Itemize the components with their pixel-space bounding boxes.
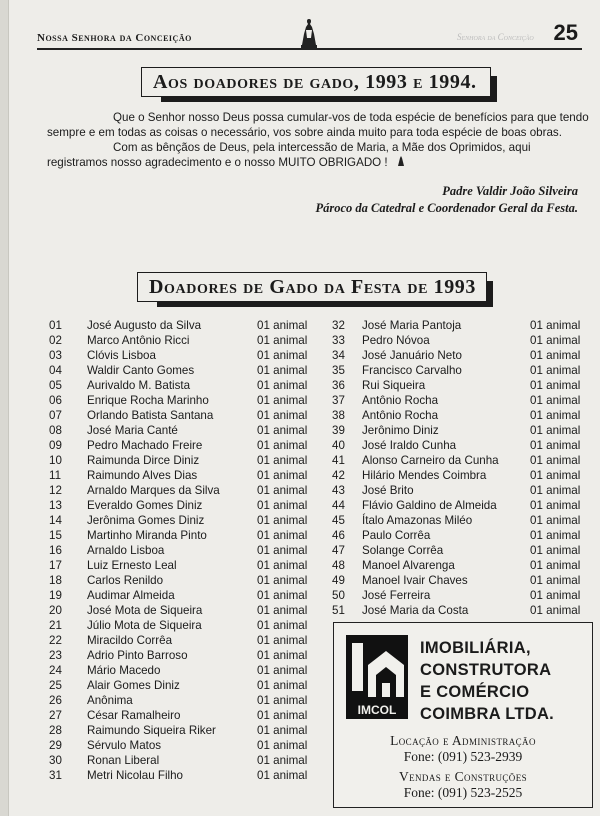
donor-row — [332, 528, 600, 543]
donor-row — [49, 408, 319, 423]
ghost-running-title: Senhora da Conceição — [457, 32, 534, 42]
donor-row — [49, 633, 319, 648]
donor-name: Antônio Rocha — [362, 394, 439, 407]
donor-number: 45 — [332, 514, 345, 527]
svg-text:IMCOL: IMCOL — [357, 703, 397, 717]
donor-quantity: 01 animal — [257, 484, 308, 497]
donor-name: Alair Gomes Diniz — [87, 679, 180, 692]
donor-quantity: 01 animal — [257, 634, 308, 647]
donor-number: 19 — [49, 589, 62, 602]
donor-number: 25 — [49, 679, 62, 692]
donor-row — [49, 363, 319, 378]
donor-row — [332, 498, 600, 513]
donor-quantity: 01 animal — [257, 349, 308, 362]
donor-number: 36 — [332, 379, 345, 392]
donor-row — [332, 588, 600, 603]
donor-name: Arnaldo Lisboa — [87, 544, 165, 557]
donor-row — [49, 648, 319, 663]
donor-quantity: 01 animal — [257, 649, 308, 662]
donor-name: José Maria Canté — [87, 424, 178, 437]
donor-quantity: 01 animal — [257, 499, 308, 512]
donor-name: Enrique Rocha Marinho — [87, 394, 209, 407]
donor-row — [49, 318, 319, 333]
donor-name: José Augusto da Silva — [87, 319, 202, 332]
donor-quantity: 01 animal — [257, 439, 308, 452]
donor-name: Jerônima Gomes Diniz — [87, 514, 205, 527]
donor-name: Manoel Alvarenga — [362, 559, 455, 572]
donor-quantity: 01 animal — [530, 424, 581, 437]
donor-name: José Brito — [362, 484, 414, 497]
donor-number: 31 — [49, 769, 62, 782]
donor-number: 30 — [49, 754, 62, 767]
donor-quantity: 01 animal — [530, 364, 581, 377]
donor-number: 51 — [332, 604, 345, 617]
donor-name: José Ferreira — [362, 589, 431, 602]
donor-row — [49, 588, 319, 603]
donor-number: 35 — [332, 364, 345, 377]
donor-number: 24 — [49, 664, 62, 677]
donor-name: José Maria da Costa — [362, 604, 469, 617]
donor-list-left — [49, 318, 319, 783]
donor-name: Waldir Canto Gomes — [87, 364, 195, 377]
donor-quantity: 01 animal — [257, 319, 308, 332]
donor-name: Raimundo Alves Dias — [87, 469, 198, 482]
donor-number: 16 — [49, 544, 62, 557]
donor-quantity: 01 animal — [257, 544, 308, 557]
donor-quantity: 01 animal — [530, 319, 581, 332]
donor-number: 11 — [49, 469, 62, 482]
donor-name: Mário Macedo — [87, 664, 161, 677]
donor-number: 28 — [49, 724, 62, 737]
donor-name: Carlos Renildo — [87, 574, 164, 587]
donor-row — [332, 468, 600, 483]
donor-name: Arnaldo Marques da Silva — [87, 484, 220, 497]
page-header — [37, 16, 582, 50]
donor-row — [332, 543, 600, 558]
donor-quantity: 01 animal — [257, 724, 308, 737]
donor-name: Aurivaldo M. Batista — [87, 379, 191, 392]
donor-number: 42 — [332, 469, 345, 482]
message-paragraph: Com as bênçãos de Deus, pela intercessão de Maria, a Mãe dos Oprimidos, aqui registramos nosso agradecimento e o nosso MUITO OBRIGADO ! — [47, 141, 531, 169]
donor-name: Antônio Rocha — [362, 409, 439, 422]
donor-quantity: 01 animal — [530, 529, 581, 542]
donor-number: 40 — [332, 439, 345, 452]
donor-number: 37 — [332, 394, 345, 407]
donor-quantity: 01 animal — [257, 574, 308, 587]
donor-row — [332, 603, 600, 618]
section-title-donors-thanks: Aos doadores de gado, 1993 e 1994. — [141, 67, 491, 97]
donor-quantity: 01 animal — [530, 454, 581, 467]
donor-row — [332, 393, 600, 408]
donor-row — [49, 753, 319, 768]
donor-row — [332, 438, 600, 453]
donor-number: 03 — [49, 349, 62, 362]
donor-quantity: 01 animal — [257, 754, 308, 767]
donor-list-right — [332, 318, 600, 618]
donor-number: 50 — [332, 589, 345, 602]
donor-number: 46 — [332, 529, 345, 542]
donor-row — [49, 738, 319, 753]
imcol-advertisement — [333, 622, 593, 808]
donor-number: 13 — [49, 499, 62, 512]
donor-quantity: 01 animal — [530, 469, 581, 482]
donor-row — [332, 513, 600, 528]
donor-number: 32 — [332, 319, 345, 332]
donor-name: Adrio Pinto Barroso — [87, 649, 188, 662]
donor-row — [49, 723, 319, 738]
donor-quantity: 01 animal — [530, 589, 581, 602]
donor-number: 49 — [332, 574, 345, 587]
donor-row — [332, 318, 600, 333]
donor-quantity: 01 animal — [257, 769, 308, 782]
donor-quantity: 01 animal — [257, 529, 308, 542]
donor-row — [332, 378, 600, 393]
donor-name: César Ramalheiro — [87, 709, 181, 722]
donor-row — [49, 528, 319, 543]
donor-row — [49, 678, 319, 693]
donor-quantity: 01 animal — [530, 544, 581, 557]
donor-name: Ítalo Amazonas Miléo — [362, 514, 473, 527]
donor-number: 34 — [332, 349, 345, 362]
signature-name: Padre Valdir João Silveira — [442, 184, 578, 198]
thanks-message — [47, 110, 591, 170]
donor-number: 08 — [49, 424, 62, 437]
donor-row — [49, 468, 319, 483]
donor-row — [49, 453, 319, 468]
donor-number: 26 — [49, 694, 62, 707]
donor-name: Raimundo Siqueira Riker — [87, 724, 216, 737]
donor-row — [49, 768, 319, 783]
donor-number: 27 — [49, 709, 62, 722]
donor-number: 47 — [332, 544, 345, 557]
donor-row — [49, 333, 319, 348]
donor-quantity: 01 animal — [530, 574, 581, 587]
donor-row — [49, 393, 319, 408]
donor-row — [49, 498, 319, 513]
donor-row — [332, 408, 600, 423]
donor-name: Marco Antônio Ricci — [87, 334, 190, 347]
donor-name: Pedro Machado Freire — [87, 439, 203, 452]
donor-name: Manoel Ivair Chaves — [362, 574, 468, 587]
donor-row — [49, 663, 319, 678]
donor-quantity: 01 animal — [257, 664, 308, 677]
donor-number: 48 — [332, 559, 345, 572]
donor-number: 22 — [49, 634, 62, 647]
donor-name: José Mota de Siqueira — [87, 604, 203, 617]
donor-number: 15 — [49, 529, 62, 542]
donor-quantity: 01 animal — [257, 679, 308, 692]
donor-number: 44 — [332, 499, 345, 512]
donor-number: 29 — [49, 739, 62, 752]
donor-quantity: 01 animal — [257, 604, 308, 617]
donor-name: Orlando Batista Santana — [87, 409, 214, 422]
donor-quantity: 01 animal — [530, 394, 581, 407]
donor-row — [332, 573, 600, 588]
donor-row — [49, 513, 319, 528]
signature-block — [316, 183, 579, 217]
donor-row — [49, 423, 319, 438]
donor-row — [49, 438, 319, 453]
donor-quantity: 01 animal — [530, 439, 581, 452]
donor-row — [49, 483, 319, 498]
donor-number: 01 — [49, 319, 62, 332]
donor-row — [49, 708, 319, 723]
donor-number: 12 — [49, 484, 62, 497]
donor-number: 21 — [49, 619, 62, 632]
donor-quantity: 01 animal — [257, 469, 308, 482]
saint-small-icon — [397, 156, 405, 167]
donor-number: 38 — [332, 409, 345, 422]
donor-number: 41 — [332, 454, 345, 467]
donor-name: José Iraldo Cunha — [362, 439, 457, 452]
donor-row — [332, 333, 600, 348]
donor-row — [332, 423, 600, 438]
message-paragraph: Que o Senhor nosso Deus possa cumular-vos de toda espécie de benefícios para que tendo sempre e em todas as coisas o necessário, vos sobre ainda muito para toda espécie de boas obras. — [47, 111, 589, 139]
donor-name: Jerônimo Diniz — [362, 424, 439, 437]
page-number: 25 — [553, 20, 578, 45]
donor-name: Raimunda Dirce Diniz — [87, 454, 200, 467]
donor-quantity: 01 animal — [257, 454, 308, 467]
donor-name: Francisco Carvalho — [362, 364, 462, 377]
donor-name: Metri Nicolau Filho — [87, 769, 183, 782]
donor-name: Audimar Almeida — [87, 589, 175, 602]
donor-quantity: 01 animal — [257, 559, 308, 572]
saint-statue-icon — [299, 18, 319, 48]
donor-name: Clóvis Lisboa — [87, 349, 156, 362]
donor-name: Ronan Liberal — [87, 754, 160, 767]
donor-row — [49, 603, 319, 618]
donor-name: Júlio Mota de Siqueira — [87, 619, 202, 632]
service-rental: Locação e Administração Fone: (091) 523-2939 — [390, 733, 536, 764]
donor-quantity: 01 animal — [257, 694, 308, 707]
donor-name: José Januário Neto — [362, 349, 462, 362]
donor-row — [332, 348, 600, 363]
donor-quantity: 01 animal — [257, 394, 308, 407]
donor-name: Rui Siqueira — [362, 379, 426, 392]
donor-row — [332, 558, 600, 573]
donor-row — [49, 693, 319, 708]
donor-quantity: 01 animal — [257, 589, 308, 602]
donor-quantity: 01 animal — [530, 484, 581, 497]
donor-name: Flávio Galdino de Almeida — [362, 499, 497, 512]
donor-number: 10 — [49, 454, 62, 467]
donor-name: Luiz Ernesto Leal — [87, 559, 177, 572]
donor-row — [332, 363, 600, 378]
donor-name: Hilário Mendes Coimbra — [362, 469, 487, 482]
donor-name: José Maria Pantoja — [362, 319, 462, 332]
donor-number: 33 — [332, 334, 345, 347]
donor-name: Anônima — [87, 694, 133, 707]
donor-name: Everaldo Gomes Diniz — [87, 499, 203, 512]
imcol-logo — [346, 635, 408, 719]
running-title: Nossa Senhora da Conceição — [37, 32, 192, 44]
donor-number: 05 — [49, 379, 62, 392]
donor-quantity: 01 animal — [257, 334, 308, 347]
donor-row — [49, 573, 319, 588]
donor-number: 17 — [49, 559, 62, 572]
donor-number: 09 — [49, 439, 62, 452]
donor-quantity: 01 animal — [257, 379, 308, 392]
donor-name: Pedro Nóvoa — [362, 334, 430, 347]
company-name: IMOBILIÁRIA, CONSTRUTORA E COMÉRCIO COIMBRA LTDA. — [420, 639, 555, 723]
section-title-donors-1993: Doadores de Gado da Festa de 1993 — [137, 272, 487, 302]
donor-number: 14 — [49, 514, 62, 527]
donor-name: Miracildo Corrêa — [87, 634, 173, 647]
donor-quantity: 01 animal — [257, 739, 308, 752]
donor-name: Sérvulo Matos — [87, 739, 162, 752]
donor-number: 20 — [49, 604, 62, 617]
donor-name: Alonso Carneiro da Cunha — [362, 454, 499, 467]
donor-number: 04 — [49, 364, 62, 377]
donor-quantity: 01 animal — [530, 514, 581, 527]
donor-quantity: 01 animal — [257, 514, 308, 527]
donor-row — [49, 348, 319, 363]
donor-quantity: 01 animal — [530, 379, 581, 392]
donor-number: 43 — [332, 484, 345, 497]
donor-row — [49, 543, 319, 558]
donor-quantity: 01 animal — [530, 409, 581, 422]
donor-quantity: 01 animal — [257, 364, 308, 377]
donor-number: 18 — [49, 574, 62, 587]
donor-quantity: 01 animal — [257, 619, 308, 632]
donor-quantity: 01 animal — [257, 709, 308, 722]
service-sales: Vendas e Construções Fone: (091) 523-2525 — [398, 769, 527, 800]
donor-row — [332, 483, 600, 498]
donor-quantity: 01 animal — [257, 409, 308, 422]
donor-quantity: 01 animal — [530, 334, 581, 347]
donor-name: Paulo Corrêa — [362, 529, 431, 542]
donor-row — [49, 558, 319, 573]
donor-quantity: 01 animal — [530, 349, 581, 362]
donor-quantity: 01 animal — [530, 499, 581, 512]
donor-number: 07 — [49, 409, 62, 422]
donor-quantity: 01 animal — [257, 424, 308, 437]
donor-quantity: 01 animal — [530, 604, 581, 617]
donor-name: Solange Corrêa — [362, 544, 444, 557]
signature-role: Pároco da Catedral e Coordenador Geral da Festa. — [315, 201, 578, 215]
donor-row — [332, 453, 600, 468]
donor-row — [49, 378, 319, 393]
donor-number: 39 — [332, 424, 345, 437]
donor-name: Martinho Miranda Pinto — [87, 529, 207, 542]
donor-number: 06 — [49, 394, 62, 407]
donor-number: 02 — [49, 334, 62, 347]
donor-quantity: 01 animal — [530, 559, 581, 572]
donor-number: 23 — [49, 649, 62, 662]
donor-row — [49, 618, 319, 633]
magazine-page — [8, 0, 600, 816]
